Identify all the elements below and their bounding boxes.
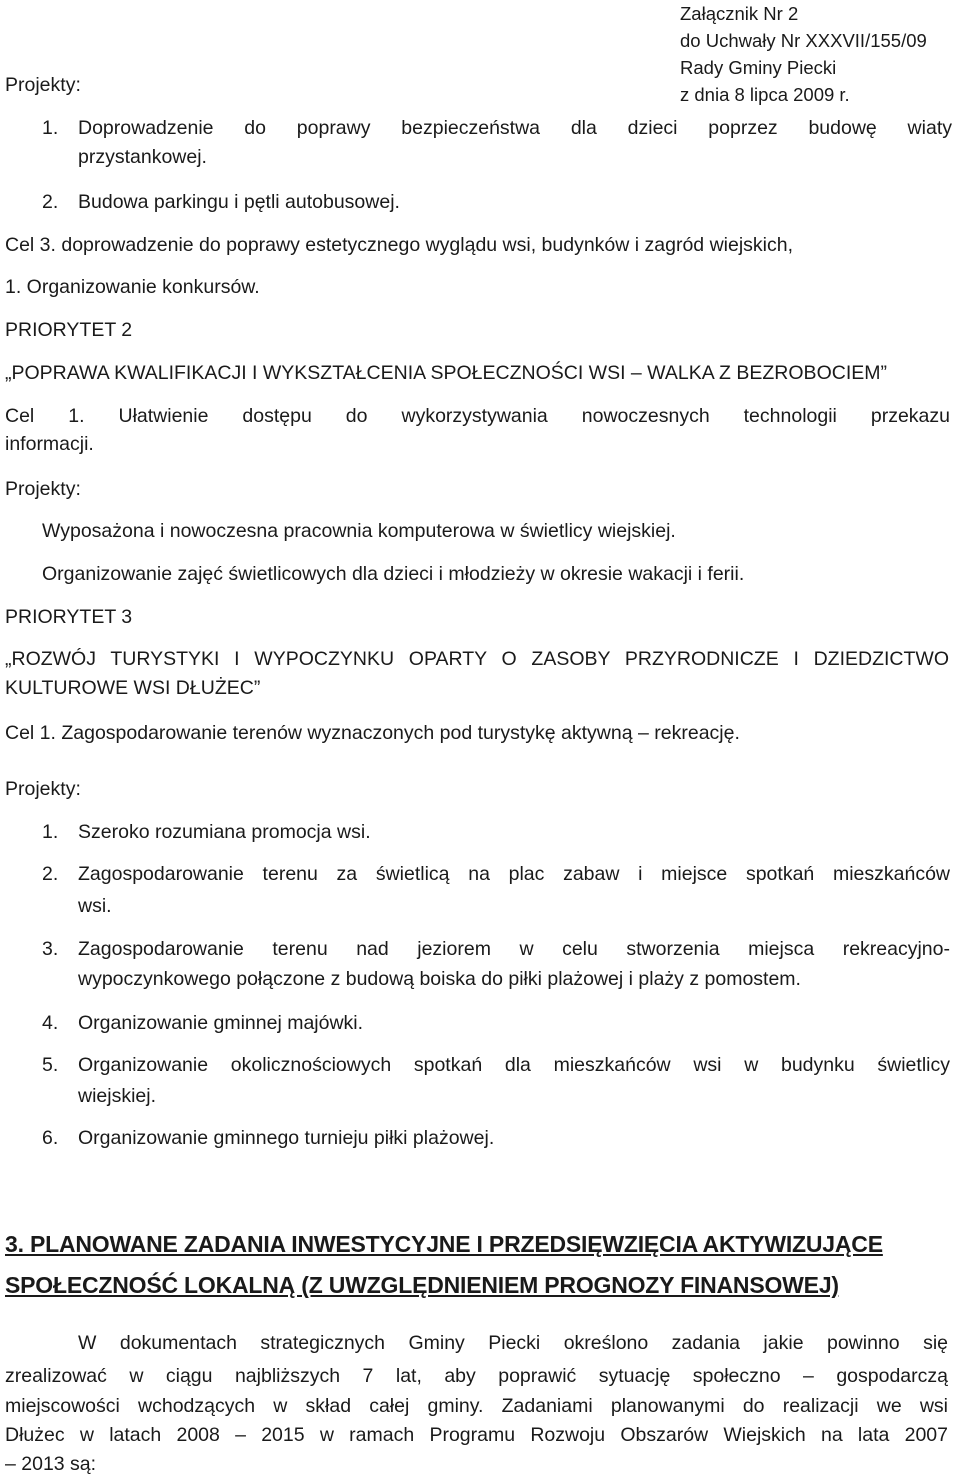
priority-3-label: PRIORYTET 3 [5,606,133,628]
list-text: Doprowadzenie do poprawy bezpieczeństwa dla dzieci poprzez budowę wiaty [78,117,952,139]
list-item-continuation: wypoczynkowego połączone z budową boiska do piłki plażowej i plaży z pomostem. [78,968,801,990]
list-item-continuation: przystankowej. [78,146,207,168]
list-number: 2. [42,863,59,885]
priority-3-goal: Cel 1. Zagospodarowanie terenów wyznaczonych pod turystykę aktywną – rekreację. [5,722,740,744]
list-item [42,190,400,214]
projects-label: Projekty: [5,478,81,500]
list-text: Organizowanie gminnej majówki. [78,1012,364,1034]
list-text: Organizowanie okolicznościowych spotkań dla mieszkańców wsi w budynku świetlicy [78,1054,950,1076]
projects-label: Projekty: [5,74,81,96]
priority-3-title-continuation: KULTUROWE WSI DŁUŻEC” [5,677,261,699]
list-text: Budowa parkingu i pętli autobusowej. [78,191,400,213]
annex-line: z dnia 8 lipca 2009 r. [680,84,850,105]
list-number: 1. [42,821,59,843]
paragraph-line: miejscowości wchodzących w skład całej gminy. Zadaniami planowanymi do realizacji we wsi [5,1395,948,1417]
list-number: 5. [42,1054,59,1076]
list-number: 2. [42,191,59,213]
paragraph-line: zrealizować w ciągu najbliższych 7 lat, aby poprawić sytuację społeczno – gospodarczą [5,1365,948,1387]
priority-2-label: PRIORYTET 2 [5,319,133,341]
paragraph-line: – 2013 są: [5,1453,97,1475]
priority-2-goal-continuation: informacji. [5,433,94,455]
list-item-continuation: wsi. [78,895,112,917]
list-text: Zagospodarowanie terenu nad jeziorem w celu stworzenia miejsca rekreacyjno- [78,938,950,960]
list-number: 1. [42,117,59,139]
list-item-continuation: wiejskiej. [78,1085,157,1107]
list-item [42,1126,494,1150]
list-item [42,1011,363,1035]
annex-line: Rady Gminy Piecki [680,57,837,78]
priority-3-title: „ROZWÓJ TURYSTYKI I WYPOCZYNKU OPARTY O ZASOBY PRZYRODNICZE I DZIEDZICTWO [5,648,949,670]
section-heading: 3. PLANOWANE ZADANIA INWESTYCYJNE I PRZEDSIĘWZIĘCIA AKTYWIZUJĄCE [5,1231,883,1257]
list-number: 4. [42,1012,59,1034]
list-item [42,820,371,844]
list-item [42,862,950,886]
priority-2-goal: Cel 1. Ułatwienie dostępu do wykorzystywania nowoczesnych technologii przekazu [5,405,950,427]
goal-3: Cel 3. doprowadzenie do poprawy estetycznego wyglądu wsi, budynków i zagród wiejskich, [5,234,794,256]
list-item [42,937,950,961]
paragraph-line: Dłużec w latach 2008 – 2015 w ramach Programu Rozwoju Obszarów Wiejskich na lata 2007 [5,1424,948,1446]
projects-label: Projekty: [5,778,81,800]
annex-header [680,0,927,108]
paragraph-line: W dokumentach strategicznych Gminy Piecki określono zadania jakie powinno się [78,1332,948,1354]
list-number: 3. [42,938,59,960]
list-item: Organizowanie zajęć świetlicowych dla dzieci i młodzieży w okresie wakacji i ferii. [42,563,745,585]
list-item: Wyposażona i nowoczesna pracownia komputerowa w świetlicy wiejskiej. [42,520,676,542]
list-text: Zagospodarowanie terenu za świetlicą na plac zabaw i miejsce spotkań mieszkańców [78,863,950,885]
section-heading-continuation: SPOŁECZNOŚĆ LOKALNĄ (Z UWZGLĘDNIENIEM PROGNOZY FINANSOWEJ) [5,1272,839,1298]
list-text: Szeroko rozumiana promocja wsi. [78,821,371,843]
list-item [42,116,952,140]
goal-3-item: 1. Organizowanie konkursów. [5,276,260,298]
annex-line: do Uchwały Nr XXXVII/155/09 [680,30,927,51]
annex-line: Załącznik Nr 2 [680,3,799,24]
list-text: Organizowanie gminnego turnieju piłki plażowej. [78,1127,495,1149]
priority-2-title: „POPRAWA KWALIFIKACJI I WYKSZTAŁCENIA SPOŁECZNOŚCI WSI – WALKA Z BEZROBOCIEM” [5,362,887,384]
list-item [42,1053,950,1077]
list-number: 6. [42,1127,59,1149]
